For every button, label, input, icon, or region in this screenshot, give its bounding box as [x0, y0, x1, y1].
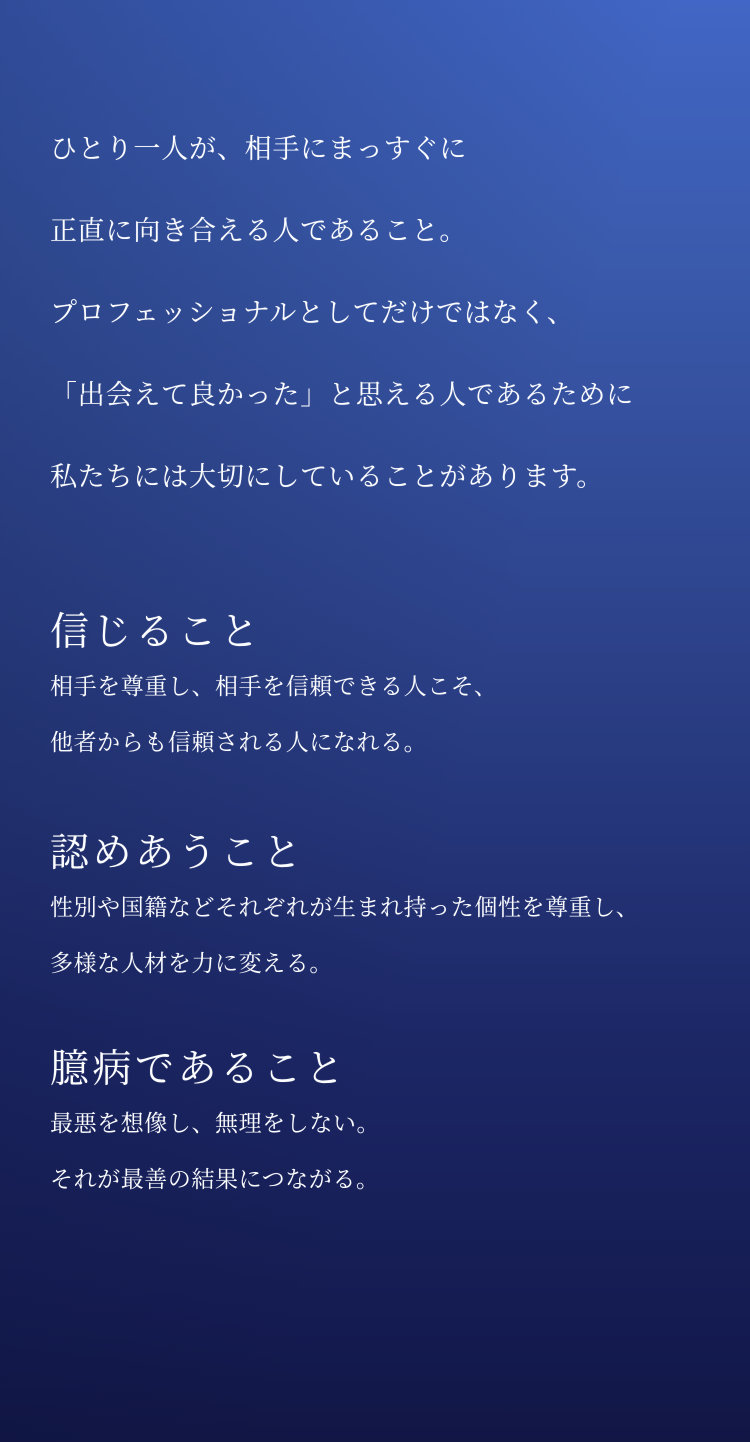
- philosophy-section: [0, 108, 750, 1208]
- section-heading: 臆病であること: [50, 1048, 348, 1091]
- value-section-believe: [50, 610, 700, 771]
- value-section-cautious: [50, 1047, 700, 1208]
- intro-line: 正直に向き合える人であること。: [50, 216, 468, 246]
- intro-line: 「出会えて良かった」と思える人であるために: [50, 380, 635, 410]
- section-body-line: 相手を尊重し、相手を信頼できる人こそ、: [50, 674, 498, 699]
- section-body-line: 性別や国籍などそれぞれが生まれ持った個性を尊重し、: [50, 895, 640, 920]
- intro-paragraph: [50, 108, 700, 518]
- section-body-line: それが最善の結果につながる。: [50, 1167, 380, 1192]
- value-section-acknowledge: [50, 831, 700, 992]
- intro-line: ひとり一人が、相手にまっすぐに: [50, 134, 468, 164]
- section-body-line: 最悪を想像し、無理をしない。: [50, 1111, 381, 1136]
- section-body-line: 他者からも信頼される人になれる。: [50, 730, 428, 755]
- intro-line: プロフェッショナルとしてだけではなく、: [50, 298, 575, 328]
- section-heading: 認めあうこと: [50, 832, 306, 875]
- intro-line: 私たちには大切にしていることがあります。: [50, 462, 605, 492]
- section-heading: 信じること: [50, 611, 263, 654]
- section-body-line: 多様な人材を力に変える。: [50, 951, 333, 976]
